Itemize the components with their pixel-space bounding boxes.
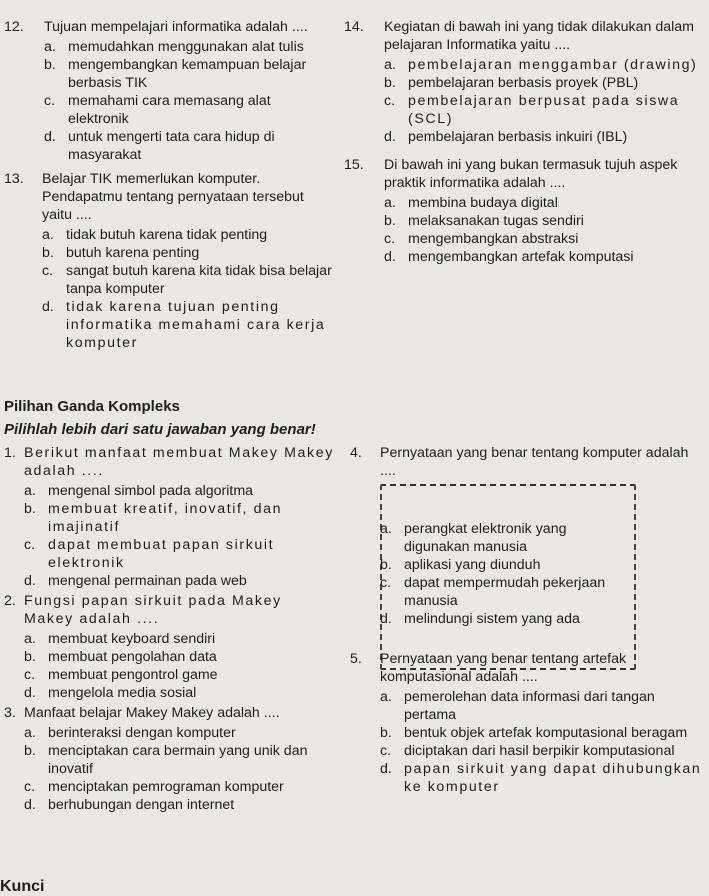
option[interactable]: c. diciptakan dari hasil berpikir komputasional — [380, 743, 675, 759]
option[interactable]: d. tidak karena tujuan penting informatika memahami cara kerja komputer — [42, 299, 326, 351]
section-heading — [4, 398, 704, 438]
option[interactable]: d. berhubungan dengan internet — [24, 797, 235, 813]
question-stem: Kegiatan di bawah ini yang tidak dilakukan dalam pelajaran Informatika yaitu .... — [384, 19, 694, 53]
question-number: 1. — [4, 445, 16, 461]
option[interactable]: b. melaksanakan tugas sendiri — [384, 213, 584, 229]
option[interactable]: a. pemerolehan data informasi dari tangan pertama — [380, 689, 655, 723]
option[interactable]: a. tidak butuh karena tidak penting — [42, 227, 268, 243]
option[interactable]: b. aplikasi yang diunduh — [380, 557, 541, 573]
option[interactable]: b. membuat pengolahan data — [24, 649, 217, 665]
option[interactable]: b. mengembangkan kemampuan belajar berbasis TIK — [44, 57, 307, 91]
question-3 — [4, 704, 334, 814]
option[interactable]: c. dapat membuat papan sirkuit elektronik — [24, 537, 275, 571]
option[interactable]: d. papan sirkuit yang dapat dihubungkan ke komputer — [380, 761, 702, 795]
option[interactable]: c. pembelajaran berpusat pada siswa (SCL) — [384, 93, 680, 127]
section-instruction: Pilihlah lebih dari satu jawaban yang benar! — [4, 421, 316, 438]
question-stem: Berikut manfaat membuat Makey Makey adalah .... — [24, 445, 334, 479]
option[interactable]: c. membuat pengontrol game — [24, 667, 218, 683]
option[interactable]: d. mengembangkan artefak komputasi — [384, 249, 634, 265]
question-stem: Tujuan mempelajari informatika adalah .... — [44, 19, 308, 35]
question-stem: Manfaat belajar Makey Makey adalah .... — [24, 705, 280, 721]
question-number: 13. — [4, 171, 24, 187]
option[interactable]: c. mengembangkan abstraksi — [384, 231, 579, 247]
option[interactable]: b. pembelajaran berbasis proyek (PBL) — [384, 75, 639, 91]
option[interactable]: d. mengenal permainan pada web — [24, 573, 247, 589]
option[interactable]: d. untuk mengerti tata cara hidup di masyarakat — [44, 129, 275, 163]
question-13 — [4, 170, 334, 352]
question-stem: Fungsi papan sirkuit pada Makey Makey adalah .... — [24, 593, 282, 627]
option[interactable]: d. pembelajaran berbasis inkuiri (IBL) — [384, 129, 628, 145]
left-column-top — [4, 18, 334, 352]
option[interactable]: b. bentuk objek artefak komputasional beragam — [380, 725, 688, 741]
option[interactable]: a. mengenal simbol pada algoritma — [24, 483, 254, 499]
question-5 — [350, 650, 704, 796]
option[interactable]: c. sangat butuh karena kita tidak bisa belajar tanpa komputer — [42, 263, 332, 297]
question-stem: Belajar TIK memerlukan komputer. Pendapatmu tentang pernyataan tersebut yaitu .... — [42, 171, 304, 223]
option[interactable]: b. menciptakan cara bermain yang unik dan inovatif — [24, 743, 308, 777]
question-stem: Pernyataan yang benar tentang komputer adalah .... — [380, 445, 689, 479]
footer-fragment: Kunci — [0, 878, 45, 895]
option[interactable]: a. memudahkan menggunakan alat tulis — [44, 39, 304, 55]
question-1 — [4, 444, 334, 590]
option[interactable]: c. memahami cara memasang alat elektronik — [44, 93, 271, 127]
question-stem: Di bawah ini yang bukan termasuk tujuh aspek praktik informatika adalah .... — [384, 157, 678, 191]
left-column-bottom — [4, 444, 334, 814]
option[interactable]: a. membina budaya digital — [384, 195, 558, 211]
option[interactable]: b. butuh karena penting — [42, 245, 200, 261]
option[interactable]: d. mengelola media sosial — [24, 685, 197, 701]
option[interactable]: b. membuat kreatif, inovatif, dan imajinatif — [24, 501, 283, 535]
question-number: 14. — [344, 19, 364, 35]
option[interactable]: a. pembelajaran menggambar (drawing) — [384, 57, 698, 73]
question-number: 5. — [350, 651, 362, 667]
question-number: 3. — [4, 705, 16, 721]
question-14 — [344, 18, 704, 146]
option[interactable]: d. melindungi sistem yang ada — [380, 611, 580, 627]
option[interactable]: c. dapat mempermudah pekerjaan manusia — [380, 575, 606, 609]
question-number: 12. — [4, 19, 24, 35]
option[interactable]: a. membuat keyboard sendiri — [24, 631, 216, 647]
option[interactable]: a. perangkat elektronik yang digunakan manusia — [380, 521, 567, 555]
question-2 — [4, 592, 334, 702]
right-column-top — [344, 18, 704, 266]
section-title: Pilihan Ganda Kompleks — [4, 398, 180, 415]
question-12 — [4, 18, 334, 164]
question-number: 15. — [344, 157, 364, 173]
question-number: 2. — [4, 593, 16, 609]
option[interactable]: c. menciptakan pemrograman komputer — [24, 779, 284, 795]
question-4 — [350, 444, 704, 628]
question-15 — [344, 156, 704, 266]
question-stem: Pernyataan yang benar tentang artefak komputasional adalah .... — [380, 651, 627, 685]
right-column-bottom — [350, 444, 704, 796]
option[interactable]: a. berinteraksi dengan komputer — [24, 725, 236, 741]
question-number: 4. — [350, 445, 362, 461]
